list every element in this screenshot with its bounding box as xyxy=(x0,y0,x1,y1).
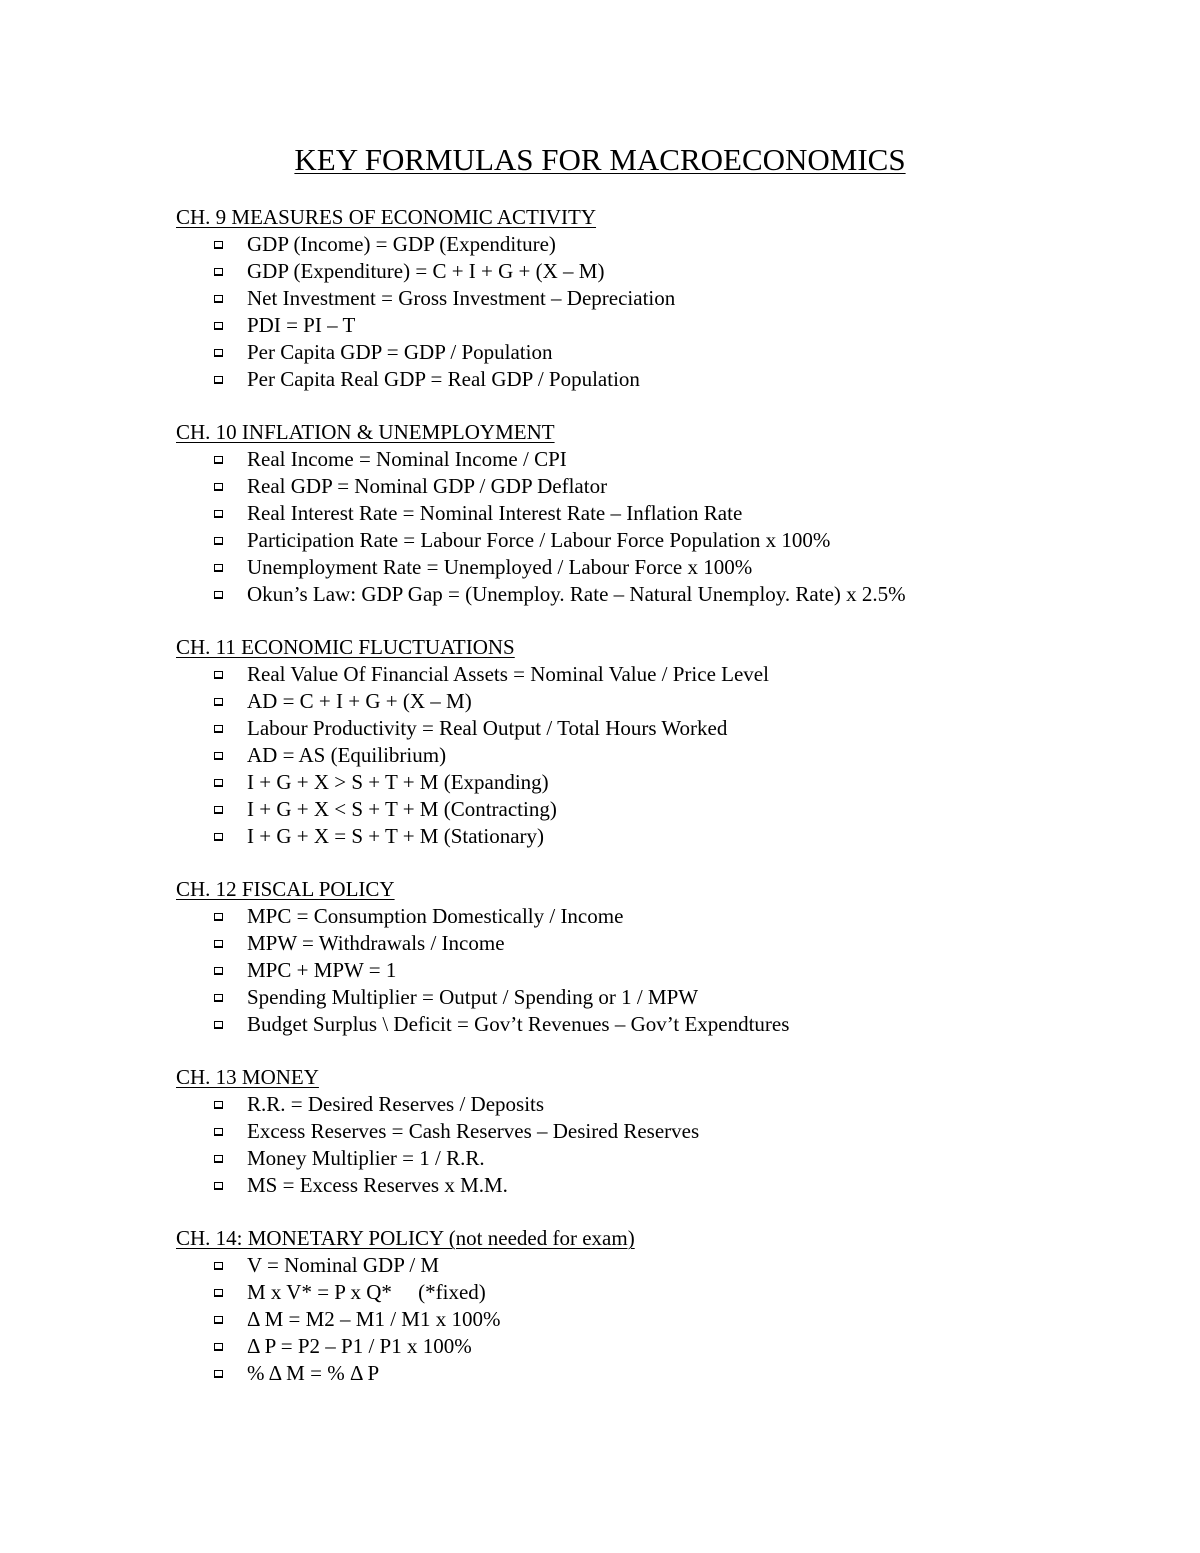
checkbox-bullet-icon xyxy=(214,725,223,733)
formula-text: Δ P = P2 – P1 / P1 x 100% xyxy=(247,1334,472,1358)
formula-item xyxy=(176,1360,1136,1387)
checkbox-bullet-icon xyxy=(214,268,223,276)
formula-list xyxy=(176,231,1136,393)
formula-text: Budget Surplus \ Deficit = Gov’t Revenues – Gov’t Expendtures xyxy=(247,1012,790,1036)
formula-item xyxy=(176,715,1136,742)
section-ch11 xyxy=(176,634,1136,850)
formula-item xyxy=(176,742,1136,769)
formula-text: AD = C + I + G + (X – M) xyxy=(247,689,472,713)
formula-list xyxy=(176,446,1136,608)
checkbox-bullet-icon xyxy=(214,833,223,841)
section-ch14 xyxy=(176,1225,1136,1387)
section-ch12 xyxy=(176,876,1136,1038)
checkbox-bullet-icon xyxy=(214,1101,223,1109)
checkbox-bullet-icon xyxy=(214,967,223,975)
formula-item xyxy=(176,581,1136,608)
formula-item xyxy=(176,339,1136,366)
formula-item xyxy=(176,1333,1136,1360)
formula-text: Excess Reserves = Cash Reserves – Desired Reserves xyxy=(247,1119,700,1143)
formula-item xyxy=(176,984,1136,1011)
formula-text: Per Capita Real GDP = Real GDP / Population xyxy=(247,367,640,391)
formula-item xyxy=(176,1091,1136,1118)
section-heading: CH. 12 FISCAL POLICY xyxy=(176,877,395,901)
formula-text: I + G + X < S + T + M (Contracting) xyxy=(247,797,557,821)
checkbox-bullet-icon xyxy=(214,591,223,599)
formula-text: MPC + MPW = 1 xyxy=(247,958,397,982)
formula-text: MPC = Consumption Domestically / Income xyxy=(247,904,624,928)
section-heading: CH. 10 INFLATION & UNEMPLOYMENT xyxy=(176,420,555,444)
formula-text: Participation Rate = Labour Force / Labour Force Population x 100% xyxy=(247,528,831,552)
section-ch10 xyxy=(176,419,1136,608)
formula-text: Real Income = Nominal Income / CPI xyxy=(247,447,567,471)
formula-item xyxy=(176,688,1136,715)
checkbox-bullet-icon xyxy=(214,1316,223,1324)
section-ch13 xyxy=(176,1064,1136,1199)
formula-item xyxy=(176,1145,1136,1172)
formula-item xyxy=(176,1118,1136,1145)
formula-text: V = Nominal GDP / M xyxy=(247,1253,440,1277)
formula-text: Real Value Of Financial Assets = Nominal Value / Price Level xyxy=(247,662,769,686)
checkbox-bullet-icon xyxy=(214,698,223,706)
formula-text: R.R. = Desired Reserves / Deposits xyxy=(247,1092,545,1116)
formula-item xyxy=(176,312,1136,339)
formula-text: Okun’s Law: GDP Gap = (Unemploy. Rate – Natural Unemploy. Rate) x 2.5% xyxy=(247,582,906,606)
formula-item xyxy=(176,957,1136,984)
formula-list xyxy=(176,1252,1136,1387)
formula-item xyxy=(176,1279,1136,1306)
formula-item xyxy=(176,1172,1136,1199)
formula-list xyxy=(176,1091,1136,1199)
checkbox-bullet-icon xyxy=(214,1343,223,1351)
section-ch9 xyxy=(176,204,1136,393)
checkbox-bullet-icon xyxy=(214,1155,223,1163)
formula-item xyxy=(176,769,1136,796)
checkbox-bullet-icon xyxy=(214,1182,223,1190)
checkbox-bullet-icon xyxy=(214,537,223,545)
checkbox-bullet-icon xyxy=(214,806,223,814)
formula-item xyxy=(176,366,1136,393)
formula-item xyxy=(176,446,1136,473)
formula-text: MS = Excess Reserves x M.M. xyxy=(247,1173,508,1197)
formula-item xyxy=(176,285,1136,312)
section-heading: CH. 13 MONEY xyxy=(176,1065,319,1089)
checkbox-bullet-icon xyxy=(214,349,223,357)
formula-text: Labour Productivity = Real Output / Total Hours Worked xyxy=(247,716,728,740)
formula-text: PDI = PI – T xyxy=(247,313,356,337)
formula-item xyxy=(176,527,1136,554)
formula-item xyxy=(176,500,1136,527)
formula-text: GDP (Income) = GDP (Expenditure) xyxy=(247,232,556,256)
formula-item xyxy=(176,554,1136,581)
formula-text: MPW = Withdrawals / Income xyxy=(247,931,505,955)
formula-text: I + G + X > S + T + M (Expanding) xyxy=(247,770,549,794)
formula-list xyxy=(176,903,1136,1038)
checkbox-bullet-icon xyxy=(214,456,223,464)
checkbox-bullet-icon xyxy=(214,322,223,330)
checkbox-bullet-icon xyxy=(214,510,223,518)
checkbox-bullet-icon xyxy=(214,376,223,384)
formula-item xyxy=(176,1252,1136,1279)
checkbox-bullet-icon xyxy=(214,1289,223,1297)
formula-text: M x V* = P x Q* (*fixed) xyxy=(247,1280,486,1304)
formula-text: Δ M = M2 – M1 / M1 x 100% xyxy=(247,1307,501,1331)
formula-item xyxy=(176,661,1136,688)
checkbox-bullet-icon xyxy=(214,1370,223,1378)
formula-text: AD = AS (Equilibrium) xyxy=(247,743,447,767)
checkbox-bullet-icon xyxy=(214,940,223,948)
formula-text: GDP (Expenditure) = C + I + G + (X – M) xyxy=(247,259,605,283)
formula-text: % Δ M = % Δ P xyxy=(247,1361,380,1385)
formula-item xyxy=(176,1011,1136,1038)
formula-item xyxy=(176,231,1136,258)
checkbox-bullet-icon xyxy=(214,295,223,303)
formula-text: Real GDP = Nominal GDP / GDP Deflator xyxy=(247,474,608,498)
checkbox-bullet-icon xyxy=(214,483,223,491)
formula-item xyxy=(176,796,1136,823)
checkbox-bullet-icon xyxy=(214,241,223,249)
checkbox-bullet-icon xyxy=(214,1021,223,1029)
checkbox-bullet-icon xyxy=(214,564,223,572)
formula-text: Spending Multiplier = Output / Spending or 1 / MPW xyxy=(247,985,699,1009)
checkbox-bullet-icon xyxy=(214,671,223,679)
section-heading: CH. 9 MEASURES OF ECONOMIC ACTIVITY xyxy=(176,205,597,229)
formula-item xyxy=(176,930,1136,957)
formula-item xyxy=(176,823,1136,850)
formula-text: I + G + X = S + T + M (Stationary) xyxy=(247,824,545,848)
formula-list xyxy=(176,661,1136,850)
section-heading: CH. 14: MONETARY POLICY (not needed for exam) xyxy=(176,1226,635,1250)
formula-text: Per Capita GDP = GDP / Population xyxy=(247,340,553,364)
formula-item xyxy=(176,1306,1136,1333)
formula-item xyxy=(176,473,1136,500)
formula-item xyxy=(176,903,1136,930)
section-heading: CH. 11 ECONOMIC FLUCTUATIONS xyxy=(176,635,515,659)
checkbox-bullet-icon xyxy=(214,1128,223,1136)
checkbox-bullet-icon xyxy=(214,752,223,760)
checkbox-bullet-icon xyxy=(214,994,223,1002)
checkbox-bullet-icon xyxy=(214,913,223,921)
formula-text: Unemployment Rate = Unemployed / Labour Force x 100% xyxy=(247,555,753,579)
document-title: KEY FORMULAS FOR MACROECONOMICS xyxy=(294,142,906,177)
checkbox-bullet-icon xyxy=(214,779,223,787)
formula-text: Net Investment = Gross Investment – Depreciation xyxy=(247,286,676,310)
formula-text: Money Multiplier = 1 / R.R. xyxy=(247,1146,485,1170)
checkbox-bullet-icon xyxy=(214,1262,223,1270)
formula-item xyxy=(176,258,1136,285)
formula-text: Real Interest Rate = Nominal Interest Rate – Inflation Rate xyxy=(247,501,743,525)
document-body xyxy=(176,204,1136,1413)
